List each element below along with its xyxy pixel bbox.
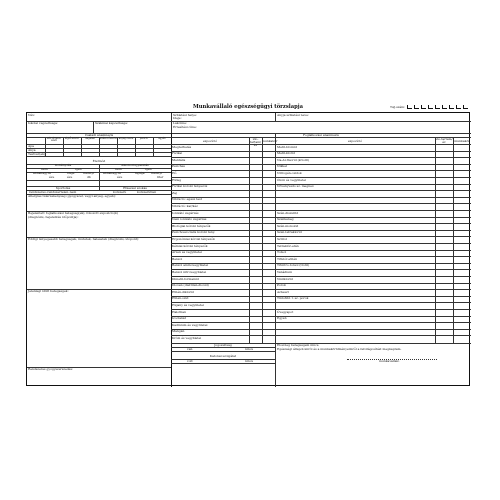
duration-header-1: idő-tartam/év — [249, 137, 262, 148]
job-header-1: munkakör — [262, 139, 278, 143]
alcohol-years: éve — [117, 175, 123, 179]
occupational-disease-label: Bejelentett foglalkozási betegség(ek), fokozott expozíció(k) — [28, 211, 118, 215]
birthdate-label: Ideje: — [173, 116, 182, 120]
exposure-row-right: Vinilklorid — [277, 276, 293, 281]
entitlement-label: Jogosultság — [214, 342, 232, 347]
exposure-row-right: Szén-diszulfid — [277, 210, 299, 215]
exposure-row-left: Kadmium és vegyületei — [172, 322, 208, 327]
exposure-row-left: Ergonómiai kóroki tényezők — [172, 236, 215, 241]
no-previous-disease: Előzőleg betegségem nincs. — [277, 343, 320, 347]
family-history-heading: Családi anamnézis — [84, 132, 114, 137]
family-history-col-5: pszich. — [139, 136, 149, 140]
exposure-row-right: Tüdőfibr. r. sz. porok — [277, 296, 309, 301]
exposure-row-left: Mangán — [172, 329, 185, 334]
job-header-2: munkakör — [454, 139, 470, 143]
exposure-row-left: Halothan — [172, 309, 187, 314]
exposure-row-right: Egyéb — [277, 316, 287, 321]
family-history-col-6: egyéb — [158, 136, 166, 140]
exposure-header-2: expozíció — [347, 139, 363, 143]
exposure-row-left: Zaj — [172, 190, 177, 195]
exposure-row-left: Fizikai — [172, 151, 183, 156]
exposure-header-1: expozíció — [202, 139, 218, 143]
alcohol-liter: liter — [157, 175, 164, 179]
family-history-col-0: szív-érrend-szeri — [46, 136, 62, 143]
exposure-row-right: Metil-klorid — [277, 151, 295, 156]
form-title: Munkavállaló egészségügyi törzslapja — [193, 104, 303, 110]
exposure-row-left: Hideg — [172, 177, 182, 182]
exposure-row-left: Vibráció: kar/kéz — [172, 203, 198, 208]
smoking-no[interactable]: nem — [41, 167, 48, 171]
exposure-row-right: Triklór-etilén — [277, 256, 298, 261]
row-father: Apa — [28, 143, 34, 148]
exposure-row-left: Etilén-diklorid — [172, 289, 194, 294]
exposure-row-right: Sztirol — [277, 236, 288, 241]
exposure-row-right: Vanádium — [277, 269, 293, 274]
form-frame — [26, 112, 470, 386]
diagnosis-label: (diagnózis, bejelentés időpontja): — [28, 214, 79, 219]
exposure-row-left: Kémiai kóroki tényezők — [172, 243, 208, 248]
notify-address-label: Értesítési címe: — [173, 125, 197, 129]
exposure-row-left: Pszichoszociális kóroki tény. — [172, 230, 215, 235]
military-no[interactable]: nincs — [245, 358, 254, 363]
exposure-row-left: Benzol — [172, 256, 183, 261]
exposure-row-left: Izocianát — [172, 316, 186, 321]
exposure-row-left: Fizikai kóroki tényezők — [172, 184, 208, 189]
entitlement-yes[interactable]: van — [187, 346, 193, 351]
medication-label: Rendszeres gyógyszerszedés: — [28, 367, 73, 371]
smoking-label: Dohányzás — [54, 163, 72, 167]
eating-unmodern[interactable]: korszerűtlen — [137, 189, 157, 194]
name-label: Név: — [28, 113, 36, 117]
exposure-row-right: Porok — [277, 283, 286, 288]
exposure-row-right: Trinitro-toluol (trotil) — [277, 263, 310, 268]
exposure-row-right: Tetraklór-etán — [277, 243, 299, 248]
exposure-row-left: Higany és vegyületei — [172, 302, 204, 307]
birthplace-label: Születési helye: — [173, 112, 197, 117]
taj-field[interactable] — [390, 105, 468, 109]
sports-options[interactable]: rendszeres–rendszertelen–nem — [29, 189, 77, 194]
exposure-row-right: Nitrogén-oxidok — [277, 170, 302, 175]
exposure-row-left: Benzol nitrovegyületei — [172, 269, 207, 274]
exposure-row-right: Szénkéneg — [277, 217, 294, 222]
row-mother: Anya — [28, 147, 36, 152]
chronic-illness-label: Jelenlegi idült betegségek: — [28, 289, 69, 293]
exposure-row-left: Hő — [172, 170, 177, 175]
sports-label: Sportolás — [55, 185, 71, 190]
smoking-duration: ideje — [67, 171, 75, 175]
exposure-row-right: Nikkel — [277, 164, 287, 169]
alcohol-label: Alkoholfogyasztás — [121, 163, 149, 167]
exposure-row-right: Ólom és vegyületei — [277, 177, 306, 182]
qualification-label: Szakmai képzettsége: — [95, 121, 129, 125]
school-label: Iskolai végzettsége: — [28, 121, 59, 125]
exposure-row-left: Nem ionizáló sugárzás — [172, 217, 207, 222]
exposure-row-right: Üvegyapot — [277, 309, 294, 314]
smoking-yes[interactable]: igen — [75, 167, 82, 171]
exposure-row-left: Pszichés — [172, 164, 185, 169]
alcohol-no[interactable]: nem — [115, 167, 122, 171]
smoking-quit: abbahagyta — [33, 171, 51, 175]
family-history-col-1: légző-szervi — [64, 136, 80, 140]
consent-statement: Egészségi állapotomról és a munkakörülményeimről a felvilágosítást megkaptam. — [277, 346, 402, 351]
exposure-row-left: Megterhelés — [172, 144, 192, 149]
allergy-label: Allergiás túlérzékenység (gyógyszer, vegyi anyag, egyéb): — [28, 194, 116, 198]
exposure-row-right: Szén-monoxid — [277, 223, 299, 228]
exposure-row-right: Na-Al-fluorid (kriolit) — [277, 157, 310, 162]
previous-illness-label: Eddigi lényegesebb betegségek, műtétek, balesetek (diagnózis, időpont): — [28, 237, 140, 241]
mother-name-label: Anyja születési neve: — [277, 113, 309, 117]
military-yes[interactable]: volt — [187, 358, 193, 363]
exposure-row-left: Króm és vegyületei — [172, 335, 202, 340]
exposure-row-left: Vibráció: egész test — [172, 197, 202, 202]
eating-label: Étkezési szokás — [123, 185, 147, 190]
exposure-row-right: Növényvédő sz. megnev. — [277, 184, 315, 189]
eating-modern[interactable]: korszerű — [113, 189, 127, 194]
military-label: Katonai szolgálat — [209, 354, 237, 358]
row-siblings: Testvér(ek) — [28, 151, 46, 156]
exposure-row-left: Benzol aminovegyületei — [172, 263, 209, 268]
duration-header-2: idő-tartam/év — [435, 137, 453, 145]
smoking-years2: éve — [67, 175, 73, 179]
exposure-row-left: Dioxan (diettilén-dioxid) — [172, 283, 209, 288]
alcohol-yes[interactable]: igen — [145, 167, 152, 171]
entitlement-no[interactable]: nincs — [245, 346, 254, 351]
address-label: Lakcíme: — [173, 121, 187, 125]
smoking-amount: mennyi — [83, 171, 95, 175]
occupational-history-heading: Foglalkozási anamnézis — [303, 132, 339, 137]
exposure-row-left: Biológiai kóroki tényezők — [172, 223, 211, 228]
exposure-row-right: Toluol — [277, 250, 287, 255]
smoking-years: éve — [49, 175, 55, 179]
family-history-col-4: anyag-csere — [118, 136, 134, 140]
exposure-row-left: Etilén-oxid — [172, 296, 189, 301]
family-history-col-2: daganat — [85, 136, 95, 140]
exposure-row-left: Dimetil-formamid — [172, 276, 199, 281]
smoking-db: db — [87, 175, 91, 179]
family-history-col-3: emész-tőszervi — [99, 136, 117, 140]
alcohol-type: fajtája — [135, 171, 145, 175]
health-record-form — [26, 104, 470, 386]
taj-label: TAJ-szám: — [390, 105, 405, 109]
exposure-row-left: Ionizáló sugárzás — [172, 210, 199, 215]
alcohol-amount: mennyi — [151, 171, 163, 175]
exposure-row-right: Azbeszt — [277, 289, 289, 294]
exposure-row-left: Mentális — [172, 157, 186, 162]
employee-signature-label: munkavállaló — [379, 358, 400, 363]
alcohol-quit: abbahagyta — [103, 171, 121, 175]
exposure-row-right: Metil-bromid — [277, 144, 297, 149]
lifestyle-heading: Életmód — [92, 159, 106, 163]
exposure-row-left: Arzén és vegyületei — [172, 250, 202, 255]
exposure-row-right: Szén-tetraklorid — [277, 230, 302, 235]
